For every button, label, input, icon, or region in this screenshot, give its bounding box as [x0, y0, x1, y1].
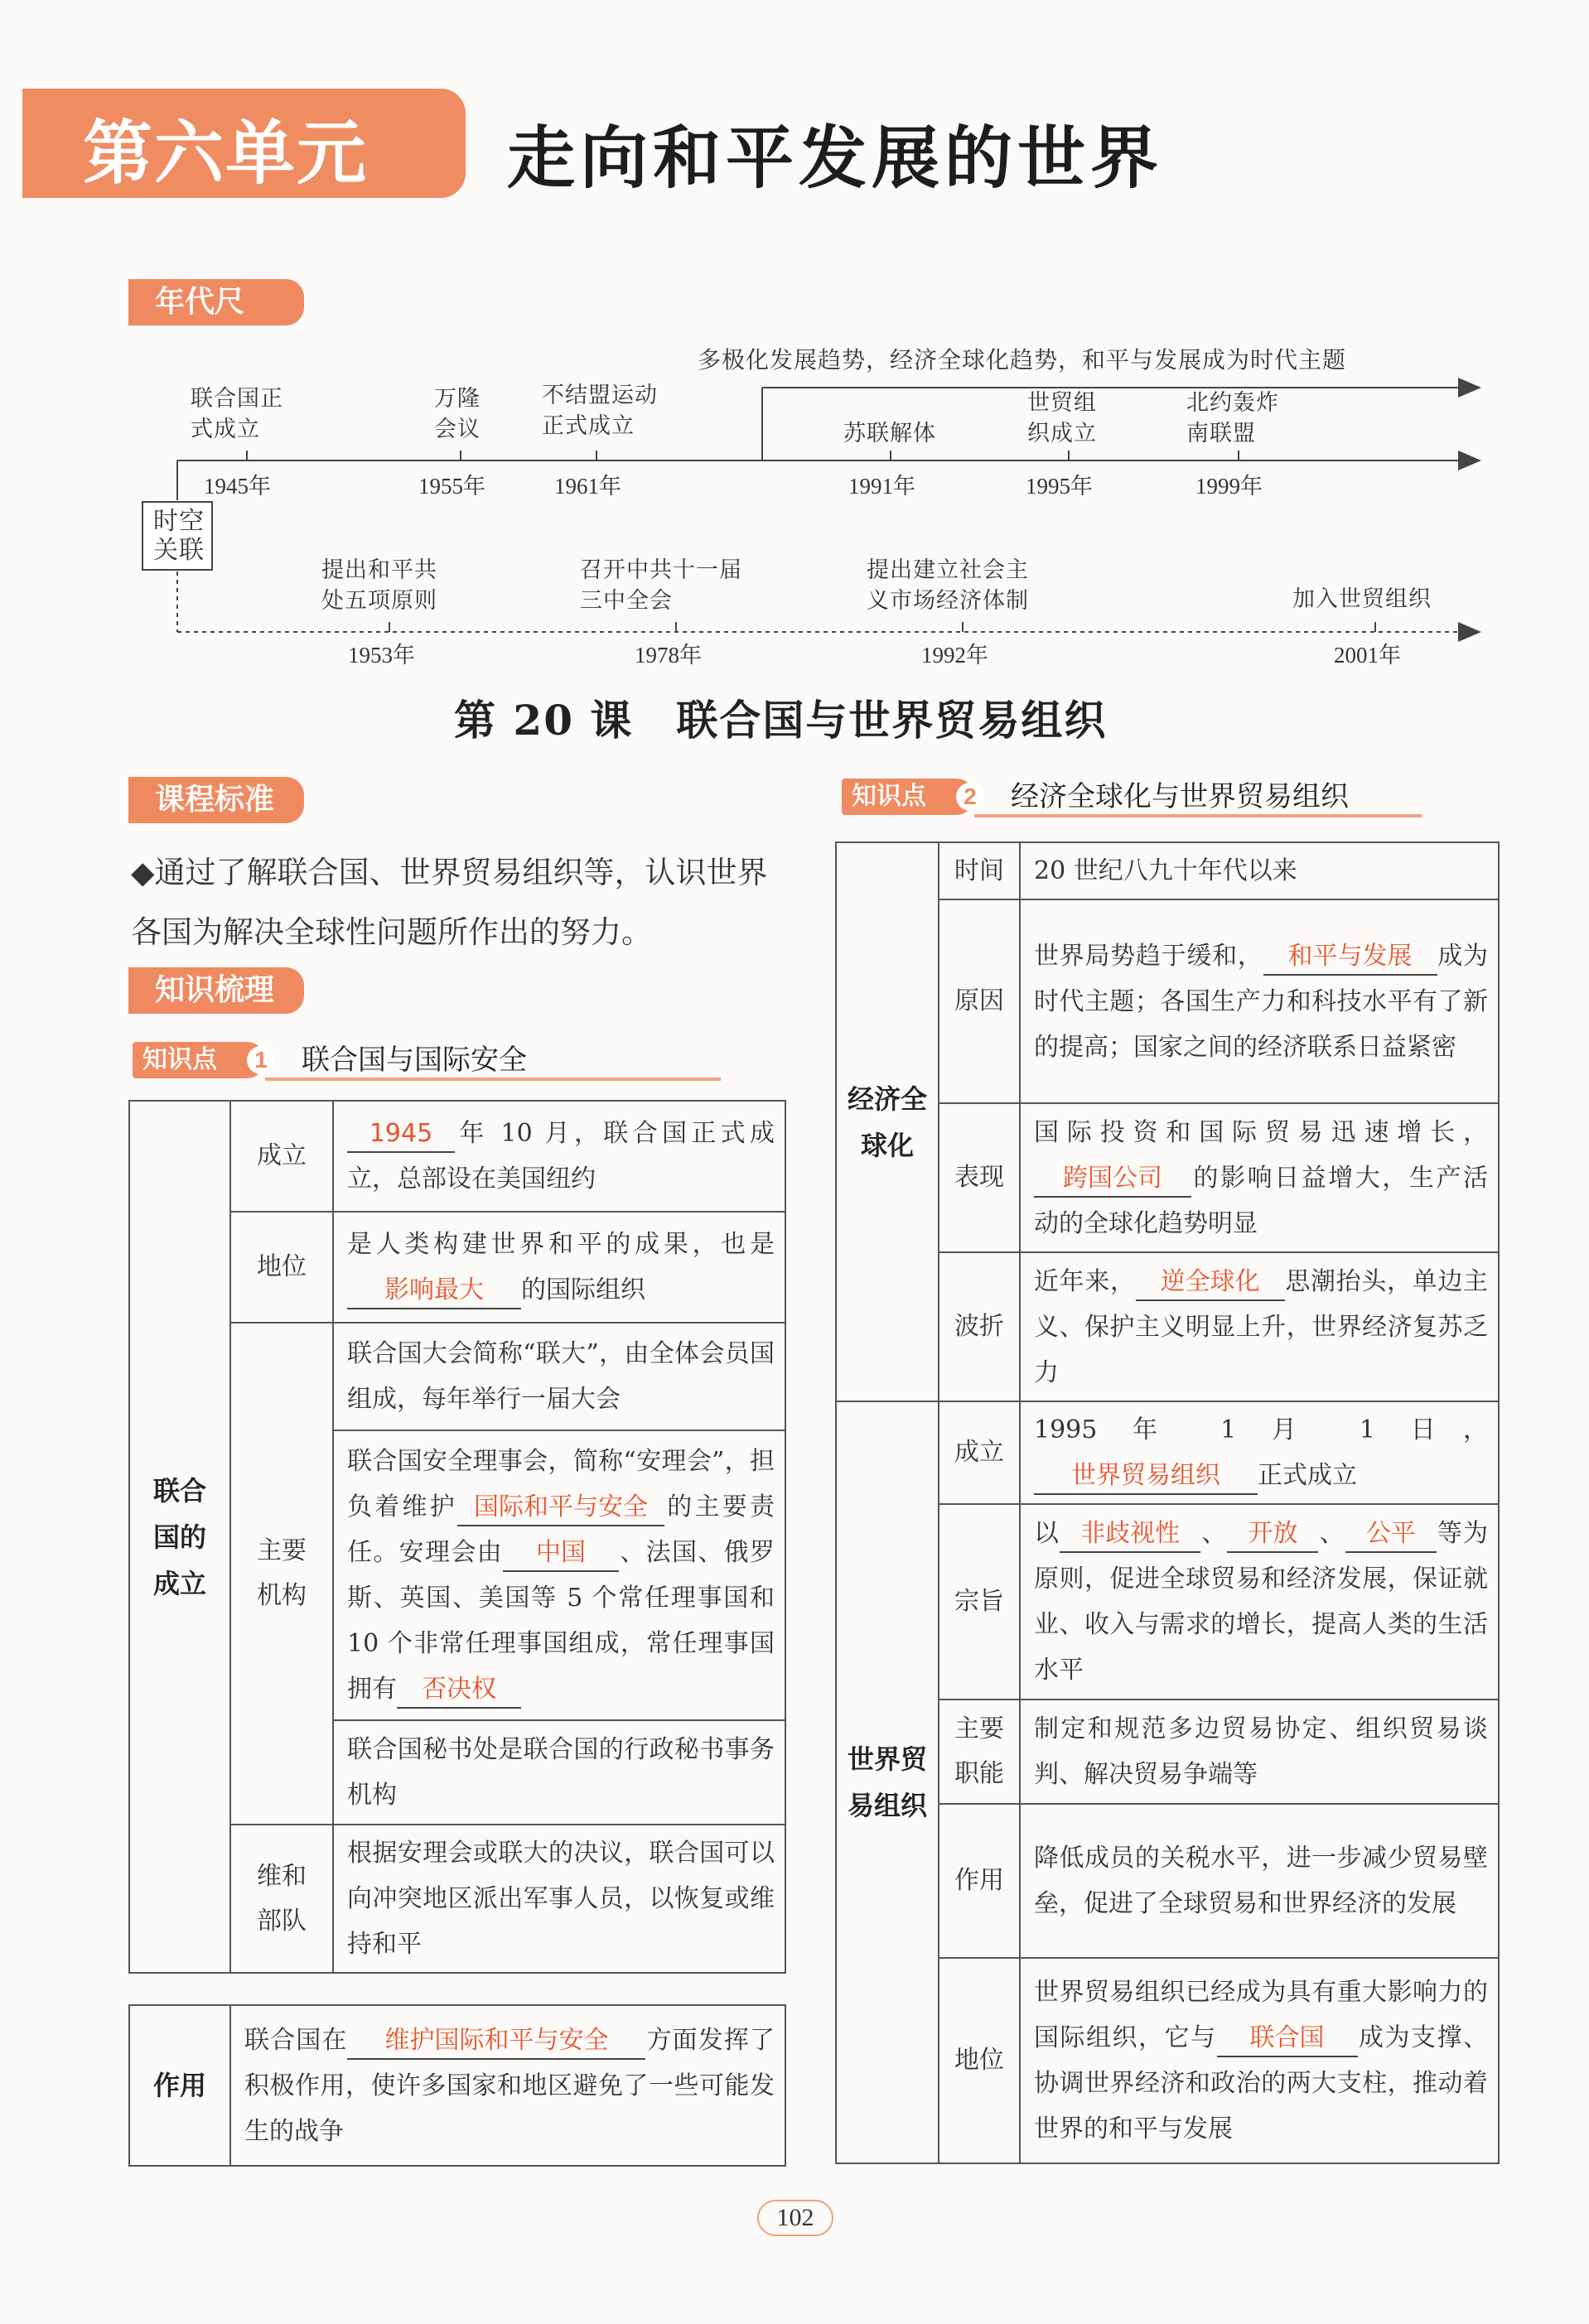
china-year-3: 1992年 — [921, 643, 988, 668]
kp2-position-text: 世界贸易组织已经成为具有重大影响力的国际组织，它与 联合国 成为支撑、协调世界经济和政治的两大支柱，推动着世界的和平与发展 — [1020, 1958, 1499, 2163]
china-year-4: 2001年 — [1334, 643, 1401, 668]
world-event-6-line1: 北约轰炸 — [1186, 390, 1279, 416]
kp2-header — [842, 779, 1571, 815]
kp2-manifest-label: 表现 — [939, 1103, 1020, 1252]
kp1-role-table — [128, 2004, 786, 2167]
lesson-title: 第 20 课 联合国与世界贸易组织 — [454, 696, 1108, 745]
world-event-3-line2: 正式成立 — [542, 413, 635, 439]
china-event-1-line2: 处五项原则 — [321, 588, 437, 614]
standard-tag: 课程标准 — [128, 777, 304, 823]
world-year-4: 1991年 — [848, 474, 915, 499]
page-number: 102 — [757, 2200, 833, 2236]
kp2-cat-globalization: 经济全球化 — [836, 842, 939, 1401]
timeline-link-box-1: 时空 — [153, 507, 205, 536]
world-year-5: 1995年 — [1026, 474, 1093, 499]
kp2-functions-label: 主要职能 — [939, 1700, 1020, 1804]
kp2-title: 经济全球化与世界贸易组织 — [1011, 780, 1349, 813]
answer-multinational: 跨国公司 — [1034, 1161, 1191, 1198]
china-year-2: 1978年 — [635, 643, 702, 668]
kp1-cat-role: 作用 — [129, 2005, 230, 2166]
world-event-5-line2: 织成立 — [1027, 421, 1097, 446]
kp2-cat-wto: 世界贸易组织 — [836, 1401, 939, 2163]
world-event-2-line2: 会议 — [434, 417, 481, 442]
world-event-3-line1: 不结盟运动 — [542, 383, 658, 408]
china-event-2-line2: 三中全会 — [580, 588, 673, 614]
world-year-3: 1961年 — [554, 474, 621, 499]
world-year-6: 1999年 — [1195, 474, 1263, 499]
answer-1945: 1945 — [347, 1116, 455, 1153]
kp2-wto-est-text: 1995 年 1 月 1 日，世界贸易组织 正式成立 — [1020, 1401, 1499, 1504]
kp2-time-label: 时间 — [939, 842, 1020, 899]
timeline-tag: 年代尺 — [128, 279, 304, 325]
kp2-manifest-text: 国际投资和国际贸易迅速增长，跨国公司 的影响日益增大，生产活动的全球化趋势明显 — [1020, 1103, 1499, 1252]
kp1-role-text: 联合国在 维护国际和平与安全 方面发挥了积极作用，使许多国家和地区避免了一些可能发生的战争 — [230, 2005, 785, 2166]
kp2-purpose-label: 宗旨 — [939, 1504, 1020, 1700]
kp1-table — [128, 1100, 786, 1974]
kp1-cat-founding: 联合国的成立 — [129, 1101, 230, 1973]
timeline-lines — [0, 0, 1589, 663]
kp2-wto-est-label: 成立 — [939, 1401, 1020, 1504]
review-tag: 知识梳理 — [128, 967, 304, 1014]
answer-un: 联合国 — [1217, 2021, 1358, 2057]
answer-veto: 否决权 — [397, 1672, 521, 1709]
kp2-purpose-text: 以 非歧视性 、 开放 、 公平 等为原则，促进全球贸易和经济发展，保证就业、收入与需求的增长，提高人类的生活水平 — [1020, 1504, 1499, 1700]
answer-openness: 开放 — [1227, 1516, 1318, 1553]
answer-most-influential: 影响最大 — [347, 1273, 521, 1309]
kp1-number: 1 — [247, 1046, 275, 1074]
world-event-4-line1: 苏联解体 — [843, 421, 936, 446]
kp2-table — [835, 841, 1500, 2164]
kp2-functions-text: 制定和规范多边贸易协定、组织贸易谈判、解决贸易争端等 — [1020, 1700, 1499, 1804]
kp2-cause-label: 原因 — [939, 899, 1020, 1103]
kp2-setback-label: 波折 — [939, 1252, 1020, 1401]
answer-non-discrimination: 非歧视性 — [1060, 1516, 1200, 1553]
answer-fairness: 公平 — [1345, 1516, 1437, 1553]
timeline-link-box-2: 关联 — [153, 536, 205, 565]
kp1-established-label: 成立 — [230, 1101, 333, 1212]
answer-maintain-peace: 维护国际和平与安全 — [347, 2023, 645, 2060]
china-event-2-line1: 召开中共十一届 — [580, 557, 742, 583]
kp1-peacekeeping-text: 根据安理会或联大的决议，联合国可以向冲突地区派出军事人员，以恢复或维持和平 — [333, 1825, 785, 1973]
kp1-title: 联合国与国际安全 — [302, 1044, 527, 1077]
kp2-cause-text: 世界局势趋于缓和， 和平与发展 成为时代主题；各国生产力和科技水平有了新的提高；国家之间的经济联系日益紧密 — [1020, 899, 1499, 1103]
answer-peace-development: 和平与发展 — [1263, 939, 1437, 976]
kp2-number: 2 — [956, 783, 984, 811]
china-event-3-line2: 义市场经济体制 — [867, 588, 1029, 614]
kp1-secretariat-text: 联合国秘书处是联合国的行政秘书事务机构 — [333, 1720, 785, 1825]
kp1-peacekeeping-label: 维和部队 — [230, 1825, 333, 1973]
world-event-2-line1: 万隆 — [434, 386, 481, 412]
world-event-1-line1: 联合国正 — [191, 386, 283, 412]
kp2-badge: 知识点 — [842, 779, 974, 815]
timeline-trend: 多极化发展趋势，经济全球化趋势，和平与发展成为时代主题 — [698, 346, 1347, 374]
answer-china: 中国 — [503, 1536, 619, 1572]
answer-deglobalization: 逆全球化 — [1136, 1265, 1285, 1301]
kp2-time-text: 20 世纪八九十年代以来 — [1020, 842, 1499, 899]
standard-text: ◆通过了解联合国、世界贸易组织等，认识世界各国为解决全球性问题所作出的努力。 — [131, 855, 768, 950]
kp1-status-text: 是人类构建世界和平的成果，也是影响最大 的国际组织 — [333, 1212, 785, 1323]
china-year-1: 1953年 — [348, 643, 415, 668]
kp2-setback-text: 近年来， 逆全球化 思潮抬头，单边主义、保护主义明显上升，世界经济复苏乏力 — [1020, 1252, 1499, 1401]
unit-label: 第六单元 — [83, 113, 369, 194]
kp1-ga-text: 联合国大会简称“联大”，由全体会员国组成，每年举行一届大会 — [333, 1323, 785, 1430]
china-event-1-line1: 提出和平共 — [321, 557, 437, 583]
kp2-position-label: 地位 — [939, 1958, 1020, 2163]
world-event-5-line1: 世贸组 — [1027, 390, 1097, 416]
kp1-sc-text: 联合国安全理事会，简称“安理会”，担负着维护 国际和平与安全 的主要责任。安理会由 中国 、法国、俄罗斯、英国、美国等 5 个常任理事国和 10 个非常任理事国组成，常任理事国拥有 否决权 — [333, 1430, 785, 1720]
kp1-badge: 知识点 — [133, 1042, 265, 1078]
answer-peace-security: 国际和平与安全 — [457, 1490, 664, 1526]
world-year-1: 1945年 — [204, 474, 271, 499]
kp1-established-text: 1945 年 10 月，联合国正式成立，总部设在美国纽约 — [333, 1101, 785, 1212]
world-year-2: 1955年 — [418, 474, 485, 499]
world-event-6-line2: 南联盟 — [1186, 421, 1256, 446]
unit-title: 走向和平发展的世界 — [507, 119, 1164, 198]
china-event-4-line1: 加入世贸组织 — [1292, 586, 1432, 612]
kp2-effect-label: 作用 — [939, 1804, 1020, 1958]
answer-wto: 世界贸易组织 — [1034, 1459, 1258, 1495]
world-event-1-line2: 式成立 — [191, 417, 260, 442]
china-event-3-line1: 提出建立社会主 — [867, 557, 1029, 583]
kp2-effect-text: 降低成员的关税水平，进一步减少贸易壁垒，促进了全球贸易和世界经济的发展 — [1020, 1804, 1499, 1958]
kp1-status-label: 地位 — [230, 1212, 333, 1323]
kp1-header — [133, 1042, 795, 1078]
kp1-organs-label: 主要机构 — [230, 1323, 333, 1825]
